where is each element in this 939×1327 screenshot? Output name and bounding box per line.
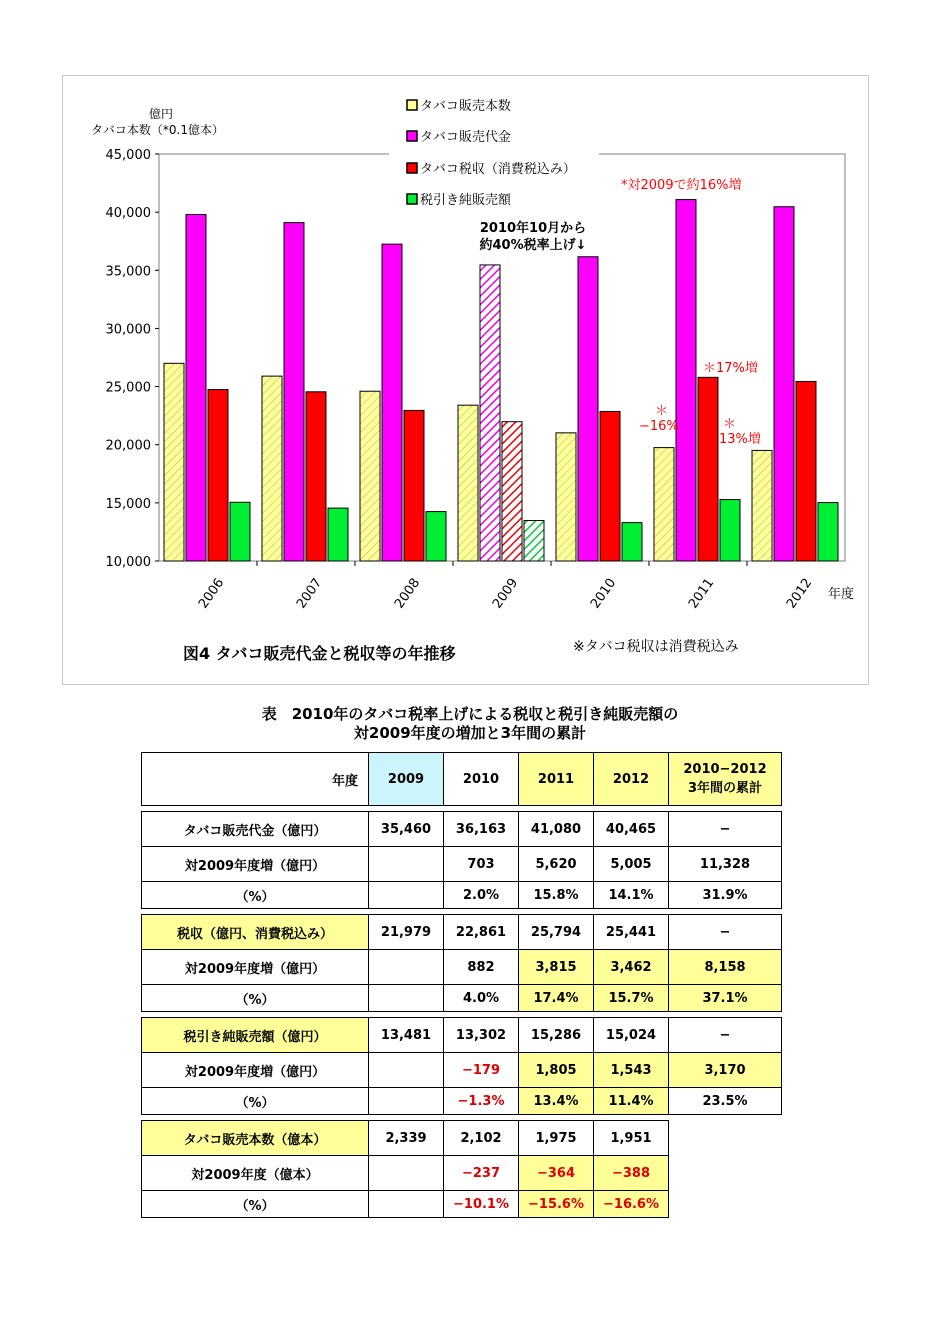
annotation-tax-hike-line2: 約40%税率上げ↓: [479, 238, 587, 253]
table-title-line2: 対2009年度の増加と3年間の累計: [353, 724, 587, 742]
table-cell: 882: [444, 950, 519, 985]
table-cell: [369, 1088, 444, 1115]
chart-frame: [62, 75, 869, 685]
header-year: 2012: [594, 753, 669, 806]
bar-2010-series-3: [622, 523, 642, 561]
table-cell: 1,543: [594, 1053, 669, 1088]
table-cell: −: [669, 915, 782, 950]
table-row-value: [142, 1018, 782, 1053]
legend-swatch: [407, 194, 417, 204]
bar-2007-series-1: [284, 223, 304, 561]
table-cell: 3,170: [669, 1053, 782, 1088]
table-cell: 31.9%: [669, 882, 782, 909]
row-label: 対2009年度増（億円）: [142, 847, 369, 882]
table-cell: 11.4%: [594, 1088, 669, 1115]
table-cell: 11,328: [669, 847, 782, 882]
y-tick-label: 25,000: [105, 380, 151, 396]
legend-label: タバコ販売代金: [420, 130, 511, 145]
x-tick-label: 2011: [686, 575, 718, 612]
y-tick-label: 30,000: [105, 322, 151, 338]
bar-2009-series-3: [524, 521, 544, 561]
row-label: タバコ販売本数（億本）: [142, 1121, 369, 1156]
x-tick-label: 2012: [784, 575, 816, 612]
empty-cell: [669, 1156, 782, 1191]
row-label: タバコ販売代金（億円）: [142, 812, 369, 847]
table-cell: 22,861: [444, 915, 519, 950]
table-row-increase: [142, 1156, 782, 1191]
bar-chart: [63, 76, 870, 686]
bar-2008-series-1: [382, 244, 402, 561]
table-cell: 40,465: [594, 812, 669, 847]
row-label: 税引き純販売額（億円）: [142, 1018, 369, 1053]
annotation-count-star: ＊: [655, 404, 669, 419]
x-tick-label: 2009: [490, 575, 522, 612]
table-cell: 1,975: [519, 1121, 594, 1156]
table-cell: [369, 1191, 444, 1218]
y-axis-label-unit: 億円: [149, 107, 174, 121]
table-cell: 13.4%: [519, 1088, 594, 1115]
row-label: （%）: [142, 882, 369, 909]
annotation-tax-increase: ＊17%増: [703, 361, 758, 376]
bar-2011-series-1: [676, 200, 696, 561]
table-cell: [369, 950, 444, 985]
header-year: 2010: [444, 753, 519, 806]
table-cell: [369, 882, 444, 909]
header-cumulative-line1: 2010−2012: [683, 762, 767, 777]
legend-swatch: [407, 131, 417, 141]
row-label: 対2009年度増（億円）: [142, 1053, 369, 1088]
y-tick-label: 15,000: [105, 496, 151, 512]
annotation-net-star: ＊: [723, 417, 737, 432]
table-cell: −237: [444, 1156, 519, 1191]
bar-2009-series-1: [480, 265, 500, 561]
bar-2008-series-2: [404, 410, 424, 561]
table-cell: 25,441: [594, 915, 669, 950]
bar-2007-series-2: [306, 392, 326, 561]
table-cell: 21,979: [369, 915, 444, 950]
bar-2007-series-0: [262, 376, 282, 561]
bar-2008-series-3: [426, 512, 446, 561]
bar-2012-series-3: [818, 503, 838, 561]
bar-2012-series-1: [774, 207, 794, 561]
table-cell: [369, 985, 444, 1012]
table-cell: −388: [594, 1156, 669, 1191]
table-cell: 23.5%: [669, 1088, 782, 1115]
x-tick-label: 2006: [196, 575, 228, 612]
x-axis-label: 年度: [828, 587, 855, 602]
bar-2007-series-3: [328, 508, 348, 561]
header-year: 2011: [519, 753, 594, 806]
table-cell: 2.0%: [444, 882, 519, 909]
row-label: 税収（億円、消費税込み）: [142, 915, 369, 950]
table-row-value: [142, 812, 782, 847]
chart-title: 図4 タバコ販売代金と税収等の年推移: [183, 644, 456, 663]
legend-swatch: [407, 163, 417, 173]
table-title-line1: 表 2010年のタバコ税率上げによる税収と税引き純販売額の: [261, 705, 679, 723]
bar-2006-series-0: [164, 363, 184, 561]
empty-cell: [669, 1121, 782, 1156]
annotation-net-increase: 13%増: [719, 432, 761, 447]
annotation-tax-hike-line1: 2010年10月から: [479, 221, 587, 236]
x-tick-label: 2010: [588, 575, 620, 612]
header-year: 2009: [369, 753, 444, 806]
table-cell: 2,339: [369, 1121, 444, 1156]
table-cell: 25,794: [519, 915, 594, 950]
table-cell: 1,951: [594, 1121, 669, 1156]
table-row-value: [142, 915, 782, 950]
bar-2009-series-2: [502, 422, 522, 561]
bar-2008-series-0: [360, 391, 380, 561]
table-cell: 2,102: [444, 1121, 519, 1156]
table-row-value: [142, 1121, 782, 1156]
y-tick-label: 40,000: [105, 206, 151, 222]
bar-2011-series-3: [720, 500, 740, 561]
legend-label: タバコ販売本数: [420, 99, 511, 114]
bar-2012-series-2: [796, 381, 816, 561]
table-cell: 15,286: [519, 1018, 594, 1053]
table-cell: 15,024: [594, 1018, 669, 1053]
row-label: （%）: [142, 1088, 369, 1115]
table-row-increase: [142, 1053, 782, 1088]
row-label: 対2009年度増（億円）: [142, 950, 369, 985]
table-cell: −10.1%: [444, 1191, 519, 1218]
table-cell: −: [669, 1018, 782, 1053]
table-row-increase: [142, 950, 782, 985]
bar-2006-series-3: [230, 502, 250, 561]
y-axis-label-count: タバコ本数（*0.1億本）: [91, 123, 224, 137]
table-cell: 15.7%: [594, 985, 669, 1012]
bar-2006-series-1: [186, 214, 206, 561]
x-tick-label: 2008: [392, 575, 424, 612]
table-cell: 15.8%: [519, 882, 594, 909]
empty-cell: [669, 1191, 782, 1218]
annotation-count-decrease: −16%: [639, 419, 679, 434]
y-tick-label: 35,000: [105, 264, 151, 280]
bar-2010-series-0: [556, 433, 576, 561]
table-cell: −364: [519, 1156, 594, 1191]
table-cell: [369, 1156, 444, 1191]
row-label: （%）: [142, 1191, 369, 1218]
table-cell: −16.6%: [594, 1191, 669, 1218]
table-cell: 17.4%: [519, 985, 594, 1012]
header-cumulative: [669, 753, 782, 806]
bar-2010-series-2: [600, 411, 620, 561]
summary-table: [141, 752, 782, 1218]
table-cell: −1.3%: [444, 1088, 519, 1115]
table-cell: [369, 1053, 444, 1088]
annotation-sales-increase: *対2009で約16%増: [621, 178, 742, 193]
table-row-percent: [142, 985, 782, 1012]
bar-2012-series-0: [752, 450, 772, 561]
table-row-percent: [142, 1088, 782, 1115]
table-cell: 35,460: [369, 812, 444, 847]
bar-2011-series-0: [654, 448, 674, 561]
legend-label: タバコ税収（消費税込み）: [420, 162, 576, 177]
table-cell: 3,462: [594, 950, 669, 985]
table-cell: −: [669, 812, 782, 847]
legend-label: 税引き純販売額: [420, 193, 512, 208]
table-cell: 3,815: [519, 950, 594, 985]
header-label: 年度: [142, 753, 369, 806]
table-cell: 13,481: [369, 1018, 444, 1053]
table-row-increase: [142, 847, 782, 882]
table-cell: −15.6%: [519, 1191, 594, 1218]
chart-note: ※タバコ税収は消費税込み: [573, 639, 739, 655]
table-cell: −179: [444, 1053, 519, 1088]
row-label: 対2009年度（億本）: [142, 1156, 369, 1191]
table-cell: 5,005: [594, 847, 669, 882]
table-cell: 13,302: [444, 1018, 519, 1053]
table-cell: 5,620: [519, 847, 594, 882]
bar-2006-series-2: [208, 389, 228, 561]
y-tick-label: 45,000: [105, 148, 151, 163]
table-cell: 703: [444, 847, 519, 882]
bar-2009-series-0: [458, 405, 478, 561]
y-tick-label: 20,000: [105, 438, 151, 454]
table-row-percent: [142, 882, 782, 909]
bar-2010-series-1: [578, 257, 598, 561]
table-cell: 36,163: [444, 812, 519, 847]
table-header-row: [142, 753, 782, 806]
row-label: （%）: [142, 985, 369, 1012]
x-tick-label: 2007: [294, 575, 326, 612]
legend-swatch: [407, 100, 417, 110]
table-cell: [369, 847, 444, 882]
table-cell: 4.0%: [444, 985, 519, 1012]
table-cell: 1,805: [519, 1053, 594, 1088]
table-cell: 37.1%: [669, 985, 782, 1012]
bar-2011-series-2: [698, 377, 718, 561]
table-row-percent: [142, 1191, 782, 1218]
table-cell: 14.1%: [594, 882, 669, 909]
y-tick-label: 10,000: [105, 555, 151, 570]
header-cumulative-line2: 3年間の累計: [687, 781, 763, 796]
table-cell: 8,158: [669, 950, 782, 985]
table-cell: 41,080: [519, 812, 594, 847]
